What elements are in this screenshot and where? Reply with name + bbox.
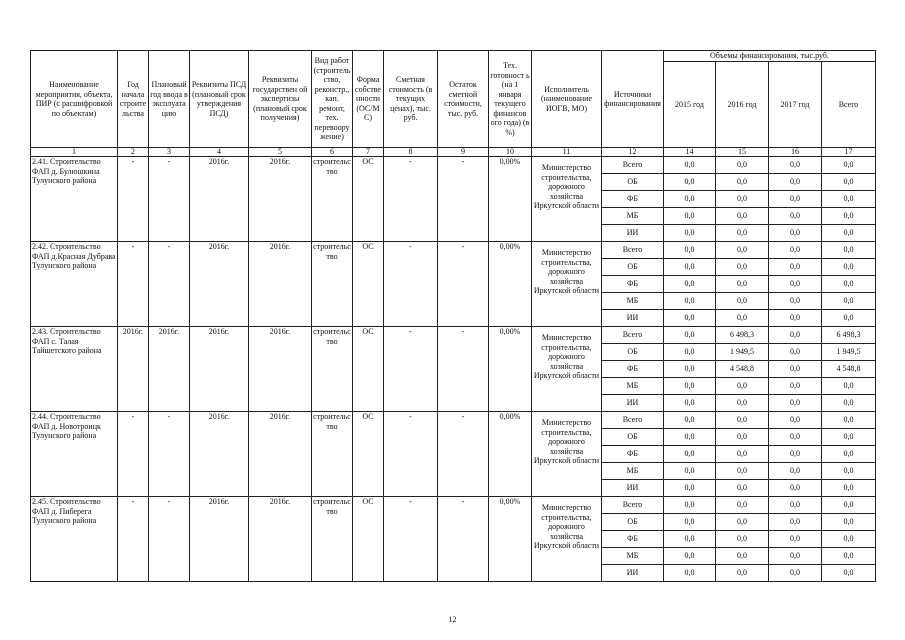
expertise-date: 2016г. — [249, 497, 312, 582]
object-name: 2.44. Строительство ФАП д. Новотроицк Тулунского района — [31, 412, 118, 497]
value-2016: 0,0 — [716, 395, 769, 412]
funding-source: ОБ — [602, 514, 664, 531]
readiness: 0,00% — [489, 157, 532, 242]
value-2016: 0,0 — [716, 514, 769, 531]
value-total: 4 548,8 — [822, 361, 876, 378]
readiness: 0,00% — [489, 327, 532, 412]
remaining-cost: - — [438, 157, 489, 242]
value-total: 0,0 — [822, 157, 876, 174]
estimated-cost: - — [384, 242, 438, 327]
value-total: 0,0 — [822, 191, 876, 208]
plan-year: - — [149, 157, 190, 242]
value-2017: 0,0 — [769, 174, 822, 191]
expertise-date: 2016г. — [249, 157, 312, 242]
header-remaining-cost: Остаток сметной стоимости, тыс. руб. — [438, 51, 489, 148]
value-total: 0,0 — [822, 208, 876, 225]
value-total: 0,0 — [822, 463, 876, 480]
value-2015: 0,0 — [664, 378, 716, 395]
ownership: ОС — [353, 497, 384, 582]
value-2016: 0,0 — [716, 310, 769, 327]
page-number: 12 — [448, 615, 457, 624]
header-total: Всего — [822, 62, 876, 148]
work-type: строительс тво — [312, 157, 353, 242]
value-total: 0,0 — [822, 548, 876, 565]
plan-year: - — [149, 497, 190, 582]
value-total: 0,0 — [822, 395, 876, 412]
value-total: 0,0 — [822, 429, 876, 446]
value-2016: 0,0 — [716, 497, 769, 514]
psd-date: 2016г. — [190, 412, 249, 497]
value-2016: 1 949,5 — [716, 344, 769, 361]
funding-source: ФБ — [602, 361, 664, 378]
funding-source: Всего — [602, 412, 664, 429]
header-year-2017: 2017 год — [769, 62, 822, 148]
column-number: 8 — [384, 148, 438, 157]
column-number: 12 — [602, 148, 664, 157]
column-number: 11 — [532, 148, 602, 157]
value-2016: 0,0 — [716, 565, 769, 582]
table-row — [31, 327, 876, 344]
column-number: 3 — [149, 148, 190, 157]
object-name: 2.43. Строительство ФАП с. Талая Тайшетского района — [31, 327, 118, 412]
value-2017: 0,0 — [769, 497, 822, 514]
remaining-cost: - — [438, 327, 489, 412]
value-2015: 0,0 — [664, 395, 716, 412]
readiness: 0,00% — [489, 242, 532, 327]
header-expertise: Реквизиты государствен ой экспертизы (плановый срок получения) — [249, 51, 312, 148]
value-2016: 0,0 — [716, 378, 769, 395]
column-number: 2 — [118, 148, 149, 157]
header-year-2016: 2016 год — [716, 62, 769, 148]
value-2017: 0,0 — [769, 446, 822, 463]
ownership: ОС — [353, 327, 384, 412]
value-2015: 0,0 — [664, 531, 716, 548]
value-2015: 0,0 — [664, 293, 716, 310]
column-number: 5 — [249, 148, 312, 157]
header-readiness: Тех. готовност ь (на 1 января текущего финансов ого года) (в %) — [489, 51, 532, 148]
start-year: - — [118, 242, 149, 327]
funding-source: МБ — [602, 378, 664, 395]
value-2016: 0,0 — [716, 157, 769, 174]
psd-date: 2016г. — [190, 327, 249, 412]
funding-source: МБ — [602, 463, 664, 480]
value-2015: 0,0 — [664, 276, 716, 293]
value-2016: 0,0 — [716, 276, 769, 293]
value-2017: 0,0 — [769, 480, 822, 497]
value-2015: 0,0 — [664, 480, 716, 497]
ownership: ОС — [353, 412, 384, 497]
value-total: 1 949,5 — [822, 344, 876, 361]
funding-source: Всего — [602, 242, 664, 259]
funding-source: ИИ — [602, 480, 664, 497]
funding-source: ФБ — [602, 531, 664, 548]
column-number: 9 — [438, 148, 489, 157]
funding-source: МБ — [602, 548, 664, 565]
plan-year: - — [149, 412, 190, 497]
expertise-date: 2016г. — [249, 242, 312, 327]
psd-date: 2016г. — [190, 242, 249, 327]
value-2015: 0,0 — [664, 259, 716, 276]
value-total: 0,0 — [822, 514, 876, 531]
value-2016: 0,0 — [716, 208, 769, 225]
value-2017: 0,0 — [769, 463, 822, 480]
executor: Министерство строительства, дорожного хозяйства Иркутской области — [532, 157, 602, 242]
header-funding-group: Объемы финансирования, тыс.руб. — [664, 51, 876, 62]
object-name: 2.41. Строительство ФАП д. Булюшкина Тулунского района — [31, 157, 118, 242]
value-2015: 0,0 — [664, 361, 716, 378]
value-2015: 0,0 — [664, 225, 716, 242]
value-2016: 0,0 — [716, 446, 769, 463]
header-start-year: Год начала строите льства — [118, 51, 149, 148]
funding-source: ИИ — [602, 310, 664, 327]
funding-source: Всего — [602, 497, 664, 514]
column-number: 14 — [664, 148, 716, 157]
value-2016: 0,0 — [716, 293, 769, 310]
value-2017: 0,0 — [769, 276, 822, 293]
psd-date: 2016г. — [190, 497, 249, 582]
table-header — [31, 51, 876, 148]
value-2017: 0,0 — [769, 429, 822, 446]
column-number: 15 — [716, 148, 769, 157]
object-name: 2.45. Строительство ФАП д. Пиберега Тулунского района — [31, 497, 118, 582]
work-type: строительс тво — [312, 497, 353, 582]
value-2016: 0,0 — [716, 412, 769, 429]
value-total: 0,0 — [822, 242, 876, 259]
executor: Министерство строительства, дорожного хозяйства Иркутской области — [532, 242, 602, 327]
value-2016: 0,0 — [716, 548, 769, 565]
start-year: - — [118, 497, 149, 582]
value-2015: 0,0 — [664, 412, 716, 429]
executor: Министерство строительства, дорожного хозяйства Иркутской области — [532, 497, 602, 582]
value-total: 0,0 — [822, 293, 876, 310]
column-number: 17 — [822, 148, 876, 157]
readiness: 0,00% — [489, 497, 532, 582]
remaining-cost: - — [438, 412, 489, 497]
value-2017: 0,0 — [769, 327, 822, 344]
column-number: 1 — [31, 148, 118, 157]
estimated-cost: - — [384, 327, 438, 412]
header-year-2015: 2015 год — [664, 62, 716, 148]
header-name: Наименование мероприятия, объекта, ПИР (с расшифровкой по объектам) — [31, 51, 118, 148]
header-plan-year: Плановый год ввода в эксплуата цию — [149, 51, 190, 148]
value-2016: 0,0 — [716, 225, 769, 242]
value-2017: 0,0 — [769, 310, 822, 327]
column-numbers-row — [31, 148, 876, 157]
value-2015: 0,0 — [664, 157, 716, 174]
funding-source: ОБ — [602, 174, 664, 191]
value-2016: 0,0 — [716, 531, 769, 548]
value-2017: 0,0 — [769, 378, 822, 395]
funding-source: ОБ — [602, 344, 664, 361]
value-2016: 0,0 — [716, 242, 769, 259]
readiness: 0,00% — [489, 412, 532, 497]
funding-source: ИИ — [602, 225, 664, 242]
value-2015: 0,0 — [664, 548, 716, 565]
value-2015: 0,0 — [664, 327, 716, 344]
value-2015: 0,0 — [664, 429, 716, 446]
value-total: 0,0 — [822, 310, 876, 327]
start-year: 2016г. — [118, 327, 149, 412]
remaining-cost: - — [438, 242, 489, 327]
header-work-type: Вид работ (строитель ство, реконстр., кап. ремонт, тех. перевоору жение) — [312, 51, 353, 148]
plan-year: - — [149, 242, 190, 327]
value-total: 6 498,3 — [822, 327, 876, 344]
value-2016: 0,0 — [716, 429, 769, 446]
column-number: 6 — [312, 148, 353, 157]
value-2016: 0,0 — [716, 174, 769, 191]
value-2017: 0,0 — [769, 344, 822, 361]
value-2015: 0,0 — [664, 310, 716, 327]
funding-source: ФБ — [602, 191, 664, 208]
value-total: 0,0 — [822, 259, 876, 276]
value-2015: 0,0 — [664, 514, 716, 531]
value-2016: 0,0 — [716, 259, 769, 276]
funding-source: ФБ — [602, 446, 664, 463]
remaining-cost: - — [438, 497, 489, 582]
header-estimated-cost: Сметная стоимость (в текущих ценах), тыс. руб. — [384, 51, 438, 148]
value-2016: 0,0 — [716, 191, 769, 208]
funding-source: ОБ — [602, 259, 664, 276]
value-2017: 0,0 — [769, 395, 822, 412]
header-psd: Реквизиты ПСД (плановый срок утверждения ПСД) — [190, 51, 249, 148]
value-2016: 0,0 — [716, 480, 769, 497]
work-type: строительс тво — [312, 242, 353, 327]
value-2015: 0,0 — [664, 463, 716, 480]
expertise-date: 2016г. — [249, 412, 312, 497]
table-row — [31, 242, 876, 259]
header-sources: Источники финансирования — [602, 51, 664, 148]
value-total: 0,0 — [822, 174, 876, 191]
ownership: ОС — [353, 157, 384, 242]
table-row — [31, 412, 876, 429]
value-2017: 0,0 — [769, 191, 822, 208]
ownership: ОС — [353, 242, 384, 327]
value-2016: 0,0 — [716, 463, 769, 480]
value-total: 0,0 — [822, 565, 876, 582]
value-2017: 0,0 — [769, 412, 822, 429]
value-total: 0,0 — [822, 531, 876, 548]
value-total: 0,0 — [822, 480, 876, 497]
header-ownership: Форма собстве нности (ОС/М С) — [353, 51, 384, 148]
funding-source: ФБ — [602, 276, 664, 293]
value-total: 0,0 — [822, 378, 876, 395]
value-total: 0,0 — [822, 412, 876, 429]
funding-source: МБ — [602, 208, 664, 225]
value-2017: 0,0 — [769, 259, 822, 276]
funding-source: ИИ — [602, 395, 664, 412]
value-2017: 0,0 — [769, 157, 822, 174]
funding-source: Всего — [602, 327, 664, 344]
value-2015: 0,0 — [664, 446, 716, 463]
work-type: строительс тво — [312, 412, 353, 497]
value-2016: 6 498,3 — [716, 327, 769, 344]
value-total: 0,0 — [822, 497, 876, 514]
value-2017: 0,0 — [769, 361, 822, 378]
funding-source: Всего — [602, 157, 664, 174]
column-number: 10 — [489, 148, 532, 157]
table-row — [31, 497, 876, 514]
value-2017: 0,0 — [769, 565, 822, 582]
table-body — [31, 148, 876, 582]
estimated-cost: - — [384, 157, 438, 242]
value-total: 0,0 — [822, 446, 876, 463]
header-executor: Исполнитель (наименование ИОГВ, МО) — [532, 51, 602, 148]
financing-table — [30, 50, 876, 582]
estimated-cost: - — [384, 412, 438, 497]
value-2015: 0,0 — [664, 565, 716, 582]
value-2015: 0,0 — [664, 242, 716, 259]
value-2015: 0,0 — [664, 191, 716, 208]
value-2017: 0,0 — [769, 514, 822, 531]
object-name: 2.42. Строительство ФАП д.Красная Дубрава Тулунского района — [31, 242, 118, 327]
funding-source: МБ — [602, 293, 664, 310]
estimated-cost: - — [384, 497, 438, 582]
value-2017: 0,0 — [769, 225, 822, 242]
value-2017: 0,0 — [769, 242, 822, 259]
executor: Министерство строительства, дорожного хозяйства Иркутской области — [532, 327, 602, 412]
work-type: строительс тво — [312, 327, 353, 412]
value-2016: 4 548,8 — [716, 361, 769, 378]
value-2015: 0,0 — [664, 174, 716, 191]
funding-source: ИИ — [602, 565, 664, 582]
value-2015: 0,0 — [664, 208, 716, 225]
psd-date: 2016г. — [190, 157, 249, 242]
column-number: 16 — [769, 148, 822, 157]
value-2015: 0,0 — [664, 344, 716, 361]
expertise-date: 2016г. — [249, 327, 312, 412]
column-number: 4 — [190, 148, 249, 157]
value-2017: 0,0 — [769, 548, 822, 565]
value-total: 0,0 — [822, 225, 876, 242]
start-year: - — [118, 157, 149, 242]
funding-source: ОБ — [602, 429, 664, 446]
value-2017: 0,0 — [769, 531, 822, 548]
value-2015: 0,0 — [664, 497, 716, 514]
value-2017: 0,0 — [769, 208, 822, 225]
value-2017: 0,0 — [769, 293, 822, 310]
start-year: - — [118, 412, 149, 497]
plan-year: 2016г. — [149, 327, 190, 412]
table-row — [31, 157, 876, 174]
value-total: 0,0 — [822, 276, 876, 293]
column-number: 7 — [353, 148, 384, 157]
executor: Министерство строительства, дорожного хозяйства Иркутской области — [532, 412, 602, 497]
